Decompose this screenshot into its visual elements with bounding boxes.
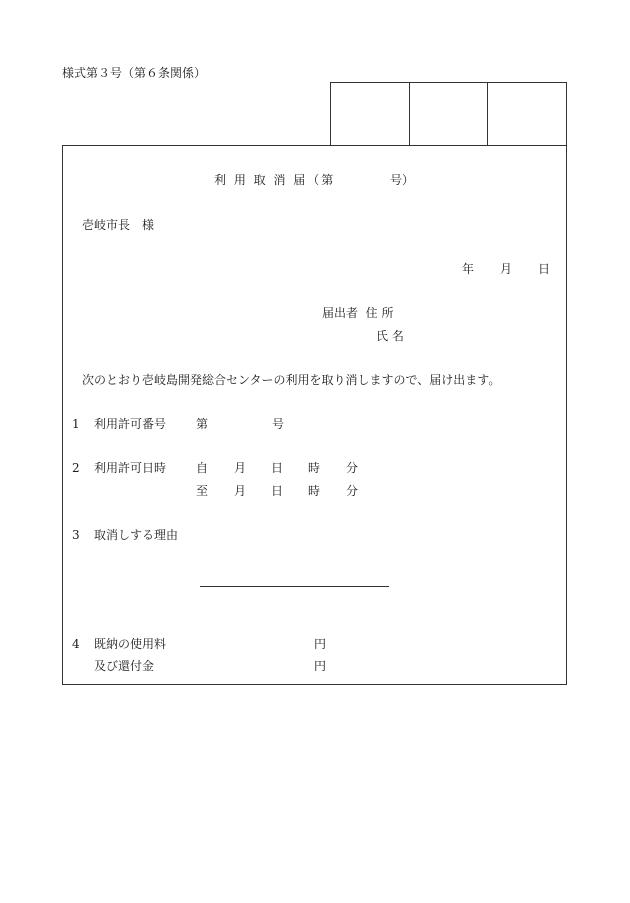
date-day: 日 [538, 262, 551, 276]
date-month: 月 [500, 262, 513, 276]
from-hour: 時 [308, 461, 321, 475]
applicant-name-row [376, 330, 404, 342]
item-number: 1 [72, 417, 80, 431]
item-label: 利用許可日時 [94, 461, 167, 475]
to-month: 月 [234, 484, 247, 498]
item-permit-datetime [72, 462, 166, 474]
addressee: 壱岐市長 様 [82, 218, 155, 232]
to-minute: 分 [346, 484, 359, 498]
stamp-box [331, 83, 410, 145]
item-number: 2 [72, 461, 80, 475]
name-label: 氏 名 [376, 329, 404, 343]
stamp-box [488, 83, 566, 145]
item-permit-number [72, 418, 166, 430]
refund-unit: 円 [314, 659, 327, 673]
to-label: 至 [196, 484, 209, 498]
item-number: 4 [72, 637, 80, 651]
reason-underline [200, 586, 389, 587]
applicant-label: 届出者 [322, 306, 359, 320]
item-label: 既納の使用料 [94, 637, 167, 651]
from-label: 自 [196, 461, 209, 475]
date-line [462, 263, 550, 275]
stamp-boxes [330, 82, 567, 145]
applicant-address-row [322, 307, 393, 319]
item-number: 3 [72, 528, 80, 542]
from-day: 日 [271, 461, 284, 475]
item-label-2: 及び還付金 [94, 659, 155, 673]
item-reason [72, 529, 178, 541]
permit-number-prefix: 第 [196, 417, 209, 431]
to-hour: 時 [308, 484, 321, 498]
form-title: 利 用 取 消 届（第 [214, 173, 336, 187]
fee-unit: 円 [314, 637, 327, 651]
body-text: 次のとおり壱岐島開発総合センターの利用を取り消しますので、届け出ます。 [82, 373, 501, 387]
item-label: 利用許可番号 [94, 417, 167, 431]
to-day: 日 [271, 484, 284, 498]
stamp-box [410, 83, 489, 145]
from-month: 月 [234, 461, 247, 475]
date-year: 年 [462, 262, 475, 276]
form-label: 様式第３号（第６条関係） [62, 66, 207, 80]
form-title-number-suffix: 号） [390, 173, 415, 187]
item-fee [72, 638, 166, 650]
address-label: 住 所 [365, 306, 394, 320]
permit-number-suffix: 号 [272, 417, 285, 431]
item-label: 取消しする理由 [94, 528, 179, 542]
from-minute: 分 [346, 461, 359, 475]
